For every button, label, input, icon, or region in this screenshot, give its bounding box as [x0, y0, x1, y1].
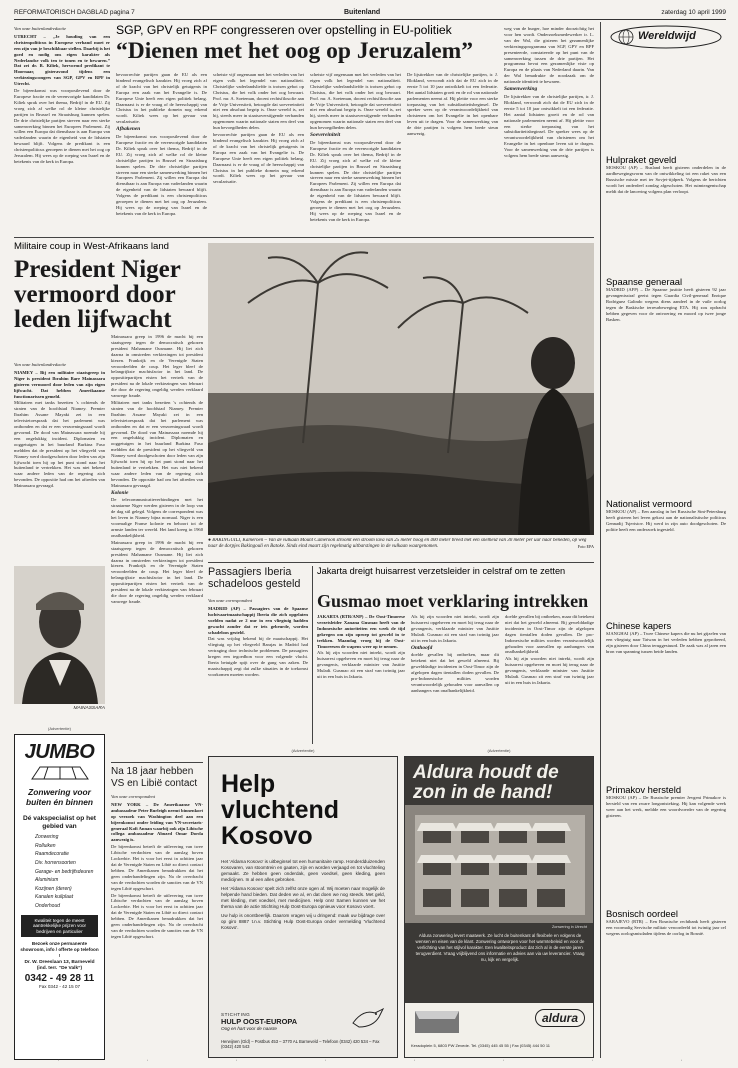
- jumbo-fax: Fax 0342 - 42 15 07: [38, 983, 81, 989]
- photo-caption: [208, 538, 594, 560]
- jumbo-service: Kozijnen (deren): [35, 885, 72, 892]
- aldura-contact[interactable]: Keradoplein 5, 6803 PW Zevede. Tel. (0345) 445 45 55 | Fax (0345) 444 50 11: [411, 1043, 550, 1048]
- eu-column-2: [116, 72, 207, 234]
- sidebar-divider: [600, 22, 601, 1058]
- niger-byline: Van onze buitenlandredactie: [14, 362, 67, 367]
- eu-kicker: SGP, GPV en RPF congresseren over opstelling in EU-politiek: [116, 23, 452, 37]
- eu-column-5: [407, 72, 498, 234]
- portrait-image: [14, 566, 105, 704]
- niger-text: Militairen met tanks bezetten 's ochtends de straten van de hoofdstad Niamey. Premier Ibrahim Assane Mayaki zei in een televisietoespraak dat het parlement was ontbonden en dat er een verzoeningsraad wordt gevormd. De dood van Mainassara noemde hij een ongelukkig incident. Diplomaten en ooggetuigen in het buurland Burkina Faso meldden dat de president op het vliegveld van Niamey werd doodgeschoten door leden van zijn lijfwacht toen hij op het punt stond naar het buitenland te vertrekken. Het was niet bekend waar andere leden van de regering zich bevonden. De oppositie had om het aftreden van Mainassara gevraagd.: [111, 399, 203, 488]
- iberia-column: [208, 598, 308, 744]
- aldura-footer: [405, 1003, 594, 1058]
- paper-name: REFORMATORISCH DAGBLAD pagina 7: [14, 9, 135, 16]
- sidebar-item-head: Bosnisch oordeel: [606, 908, 678, 919]
- sidebar-item-text: MOSKOU (AP) – Een aanslag in het Russische Sint-Petersburg heeft gisteren het leven gekost aan de nationalistische politicus Gennadij Tsjeristov. Hij werd in zijn auto doodgeschoten. De politie heeft een onderzoek ingesteld.: [606, 509, 726, 532]
- kosovo-org-name: HULP OOST-EUROPA: [221, 1017, 298, 1026]
- jakarta-lead: JAKARTA (RTR/ANP) – De Oost-Timorese verzetsleider Xanana Gusmao heeft van de Indonesische autoriteiten een week de tijd gekregen om zijn oproep tot geweld in te trekken. Maandag vroeg hij de Oost-Timoreesen de wapens weer op te nemen.: [317, 614, 405, 649]
- vs-column: [111, 794, 203, 1054]
- jakarta-text: doelde gevallen bij ontbreken, maar dit betekent niet dat het geweld afneemt. Bij gewelddadige incidenten in Oost-Timor zijn de afgelopen dagen tientallen doden gevallen. De pro-Indonesische milities worden verantwoordelijk gehouden voor aanvallen op aanhangers van onafhankelijkheid.: [505, 614, 594, 655]
- jumbo-slogan: Zonwering voor buiten én binnen: [26, 787, 93, 807]
- aldura-product-icon: [413, 1007, 461, 1037]
- section-divider: [14, 237, 594, 238]
- sidebar-item-text: SJANGHAI (AP) – Twee Chinese kapers die nu het gijzelen van een vliegtuig naar Taiwan in het verleden hebben geprobeerd, zijn gisteren door China teruggestuurd. De zaak was al jaren een bron van spanning tussen beide landen.: [606, 631, 726, 654]
- niger-text: De telecommunicatieverbindingen met het straatarme Niger werden gisteren in de loop van de dag stil gelegd. Volgens de correspondent was het leven in Niamey bijna normaal. Niger is een voormalige Franse kolonie en behoort tot de armste landen ter wereld. Het land kreeg in 1960 onafhankelijkheid.: [111, 497, 203, 538]
- portrait-photo: [14, 566, 105, 704]
- aldura-photo-caption: Zonwering in Utrecht: [551, 925, 587, 929]
- jumbo-service: Garage- en bedrijfsdeuren: [35, 868, 94, 875]
- jumbo-service: Rolluiken: [35, 842, 56, 849]
- eu-column-3: [213, 72, 304, 234]
- jumbo-service: Raamdecoratie: [35, 851, 69, 858]
- vs-byline: Van onze correspondent: [111, 794, 155, 799]
- kosovo-org-tagline: Oog en hart voor de naaste: [221, 1026, 277, 1031]
- eu-column-4: [310, 72, 401, 234]
- lava-image: [208, 243, 594, 535]
- sidebar-item: [606, 152, 726, 270]
- page-header: [14, 6, 726, 20]
- footer-mark: ·: [591, 1058, 594, 1064]
- kosovo-paragraph: Uw hulp is onontbeerlijk. Daarom vragen wij u dringend: maak uw bijdrage over op giro 8887 t.n.v. Stichting Hulp Oost-Europa onder vermelding 'Vluchtend Kosovo'.: [221, 913, 385, 930]
- ad-label: (Advertentie): [487, 748, 511, 753]
- kosovo-org-line: STICHTING: [221, 1012, 251, 1017]
- eu-text: weg van de burger, hoe minder doorzichtig het voor hen wordt. Onderzoeksmedewerker ir. L. van der Wal, die gisteren het gezamenlijke verkiezingsprogramma van SGP, GPV en RPF presenteerde, constateerde op het punt van de samenwerking tussen de drie partijen. Het programma bevat een gezamenlijke visie op Europa en de plaats van Nederland daarin. Van der Wal benadrukte de noodzaak om de nationale identiteit te bewaren.: [504, 26, 594, 85]
- vs-divider: [111, 762, 203, 763]
- kosovo-paragraph: Het 'Aldama Kosovo' is uitbeginsel tot een humanitaire ramp. Honderdduizenden Kosovaren, van stoomtrein en gaaten, zijn en worden verjaagd en tot vluchteling gemaakt. Ze hebben geen onderdak, geen voedsel, geen kleding, geen medicijnen. In al een alles gebroken.: [221, 859, 385, 882]
- jakarta-text: Als hij zijn woorden niet intrekt, wordt zijn huisarrest opgeheven en moet hij terug naar de gevangenis, verklaarde minister van Justitie Muladi. Gusmao zit een straf van twintig jaar uit in een huis in Jakarta.: [411, 614, 499, 643]
- sidebar-item-text: MOSKOU (AP) – De Russische premier Jevgeni Primakov is hersteld van een zware longontsteking. Hij kan volgende week weer aan het werk, meldde een woordvoerder van de regering gisteren.: [606, 795, 726, 818]
- sidebar-item-text: SARAJEVO (RTR) – Een Bosnische rechtbank heeft gisteren een voormalig Servische militair veroordeeld tot twintig jaar cel wegens oorlogsmisdaden tijdens de oorlog in Bosnië.: [606, 919, 726, 936]
- jakarta-kicker: Jakarta dreigt huisarrest verzetsleider in celstraf om te zetten: [317, 566, 566, 576]
- sidebar-item-text: MADRID (AFP) – De Spaanse justitie heeft gisteren 92 jaar gevangenisstraf geeist tegen Guardia Civil-generaal Enrique Rodriguez Galindo wegens diens aandeel in de vuile oorlog tegen de Baskische terreurbeweging ETA. Hij zou opdracht hebben gegeven voor de ontvoering en moord op twee jonge Basken.: [606, 287, 726, 322]
- eu-text: De lijsttrekker van de christelijke partijen, ir. J. Blokland, verwondt zich dat de EU zich in de eerste 5 tot 10 jaar ontwikkelt tot een federatie. Het aantal lidstaten groeit en de rol van nationale parlementen neemt af. Hij pleitte voor een sterke toepassing van het subsidiariteitsbeginsel. De spreker wees op de verantwoordelijkheid van christenen om het Evangelie in het openbare leven uit te dragen. Voor de samenwerking van de drie partijen is volgens hem brede steun aanwezig.: [407, 72, 498, 137]
- jakarta-subhead: Onthoofd: [411, 644, 433, 651]
- sidebar-item: [606, 618, 726, 778]
- kosovo-org: [221, 1012, 297, 1031]
- eu-lead: UTRECHT – „Je houding van een christenpoliticus in Europese verband moet er een zijn van je beschikbaar stellen. Daarbij is het goed en nodig ons eigen karakter als Nederlandse volk ten te tonen en te bewaren.” Dat zei dr. B. Kiliek, hervormd predikant te Hoornaar, gisteravond tijdens een verkiezingscongres van SGP, GPV en RPF in Utrecht.: [14, 33, 110, 87]
- eu-subhead-3: Samenwerking: [504, 86, 538, 93]
- section-name: Buitenland: [344, 9, 381, 16]
- kosovo-paragraph: Het 'Aldama Kosovo' spelt zich zelfst onze ogen af. Wij moeten naar mogelijk de helpende hand bieden. Dat deden we al, en dat doen we nog steeds. Met geld, met kleding, met voedsel, met medicijnen. Help ons! Samen kunnen we het thema van de actie Stichting Hulp Oost-Europa opnieuw voor Kosovo voert.: [221, 886, 385, 909]
- sidebar-logo: [606, 22, 726, 52]
- jumbo-services: [15, 833, 104, 910]
- jumbo-tagline: Dé vakspecialist op het gebied van: [23, 815, 96, 830]
- aldura-body: Aldura zonwering levert maatwerk. Ze lucht de buitenkant al flexibele en volgens de wensen en eisen van de klant. Zonwering ontworpen voor het warmtebeleid en voor de verlichting van het stijlvol karakter. Een kwaliteitsproduct dat zich al in de eerste jaren terugverdient. Vraag vrijblijvend ons informatie en advies aan via uw leverancier. Vraag nu, kijk en vergelijk.: [415, 933, 585, 962]
- niger-kicker: Militaire coup in West-Afrikaans land: [14, 241, 169, 252]
- jumbo-address: Dr. W. Dreeslaan 13, Barneveld (ind. terr. “De Valk”): [24, 960, 95, 971]
- jumbo-service: Zonwering: [35, 834, 59, 841]
- eu-headline: “Dienen met het oog op Jeruzalem”: [116, 38, 473, 64]
- vs-lead: NEW YORK – De Amerikaanse VN-ambassadeur Peter Burleigh neemt binnenkort op verzoek van Washington deel aan een bijeenkomst onder leiding van VN-secretaris-generaal Kofi Annan waarbij ook zijn Libische collega ambassadeur Abuzed Omar Dorda aanwezig is.: [111, 801, 203, 843]
- footer-mark: ·: [502, 1058, 505, 1064]
- aldura-building-image: [405, 805, 594, 923]
- jumbo-quality-note: Kwaliteit tegen de meest aantrekkelijke prijzen voor bedrijven en particulier: [21, 915, 98, 938]
- jumbo-service: Div. horrensoorten: [35, 859, 76, 866]
- niger-lead: NIAMEY – Bij een militaire staatsgreep in Niger is president Ibrahim Bare Mainassara gisteren vermoord door leden van zijn eigen lijfwacht. Dat hebben Amerikaanse functionarissen gemeld.: [14, 369, 105, 399]
- aldura-title: Aldura houdt de zon in de hand!: [413, 762, 559, 803]
- iberia-headline: Passagiers Iberia schadeloos gesteld: [208, 566, 301, 590]
- eu-text: schetste vijf ongensaan met het verleden van het eigen volk het legendel van nationaliteit. Christelijke vaderlandsliefde is trotsen gebot op Christus, die het volk onder het oog bewaart. Prof. mr. A. Soeteman, docent rechtsfilosofie aan de Vrije Universiteit, betoogde dat soevereiniteit niet een absoluut begrip is. Onze wereld is, zei hij, steeds meer in staatsoverstijgende verbanden opgenomen waarin nationale staten een deel van hun bevoegdheden delen.: [213, 72, 304, 131]
- footer-mark: ·: [413, 1058, 416, 1064]
- kosovo-title-line: Help: [221, 770, 276, 798]
- jakarta-text: doelde gevallen bij ontbreken, maar dit betekent niet dat het geweld afneemt. Bij gewelddadige incidenten in Oost-Timor zijn de afgelopen dagen tientallen doden gevallen. De pro-Indonesische milities worden verantwoordelijk gehouden voor aanvallen op aanhangers van onafhankelijkheid.: [411, 652, 499, 693]
- eu-text: bevoorrechte partijen gaan de EU als een bindend evangelisch karakter. Hij vroeg zich af of de kracht van het christelijk getuigenis in Europa een zaak van het Evangelie is. De Europese Unie heeft een eigen politiek belang. Daarnaast is er de vraag of de heerschappij van Christus in het publieke domein nog erkend wordt. Kiliek wees op het gevaar van secularisatie.: [116, 72, 207, 125]
- photo-caption-text: ● BAKINGUILI, Kameroen – Van de vulkaan Mount Cameroon stroomt een stroom lava van 25 meter hoog en 400 meter breed met een snelheid van 30 meter per uur naar beneden, op weg naar de dorpjes Bakingouli en Batoke. Sinds eind maart zijn regelmatig uitbarstingen in de vulkaan waargenomen.: [208, 538, 587, 550]
- jumbo-logo: JUMBO: [24, 741, 95, 763]
- photo-divider: [208, 562, 594, 563]
- ad-label: (Advertentie): [48, 726, 71, 731]
- niger-column-1: [14, 362, 105, 562]
- jakarta-column-3: [505, 614, 594, 744]
- eu-text: De lijsttrekker van de christelijke partijen, ir. J. Blokland, verwondt zich dat de EU zich in de eerste 5 tot 10 jaar ontwikkelt tot een federatie. Het aantal lidstaten groeit en de rol van nationale parlementen neemt af. Hij pleitte voor een sterke toepassing van het subsidiariteitsbeginsel. De spreker wees op de verantwoordelijkheid van christenen om het Evangelie in het openbare leven uit te dragen. Voor de samenwerking van de drie partijen is volgens hem brede steun aanwezig.: [504, 93, 594, 159]
- jakarta-headline: Gusmao moet verklaring intrekken: [317, 591, 589, 611]
- eu-text: schetste vijf ongensaan met het verleden van het eigen volk het legendel van nationaliteit. Christelijke vaderlandsliefde is trotsen gebot op Christus, die het volk onder het oog bewaart. Prof. mr. A. Soeteman, docent rechtsfilosofie aan de Vrije Universiteit, betoogde dat soevereiniteit niet een absoluut begrip is. Onze wereld is, zei hij, steeds meer in staatsoverstijgende verbanden opgenomen waarin nationale staten een deel van hun bevoegdheden delen.: [310, 72, 401, 131]
- aldura-logo: aldura: [535, 1009, 585, 1027]
- footer-mark: ·: [146, 1058, 149, 1064]
- dove-icon: [351, 1005, 385, 1031]
- sidebar-item-text: MOSKOU (AP) – Rusland heeft gisteren onderdelen in de aardbewegingsvorm van de ontwikkeling tot een raket van een Russische missie met ter Sovjet-tijdperk. Volgens de berichten wordt het onderdeel zondag afgeschoten. Het ruimteagentschap meldt dat de lancering volgens plan verloopt.: [606, 165, 726, 194]
- eu-text: De bijeenkomst was voorpostlevend door de Europese fractie en de verenvorigde kandidaten Dr. Kiliek sprak over het thema, Bedrijf in de EU. Zij vroeg zich af welke rol de kleine christelijke partijen in Brussel en Straatsburg kunnen spelen. De drie christelijke partijen streven naar een sterke samenwerking binnen het Europees Parlement. Zij willen een Europa dat dienstbaar is aan Europa van vaderlanden waarin de eigenheid van de lidstaten bewaard blijft. Volgens de predikant is een christenpoliticus geroepen te dienen met het oog op Jeruzalem. Hij wees op de roeping van Israel en de betekenis van de kerk in Europa.: [310, 139, 401, 222]
- column-divider: [312, 566, 313, 744]
- jakarta-text: Als hij zijn woorden niet intrekt, wordt zijn huisarrest opgeheven en moet hij terug naar de gevangenis, verklaarde minister van Justitie Muladi. Gusmao zit een straf van twintig jaar uit in een huis in Jakarta.: [317, 650, 405, 680]
- kosovo-title-line: Kosovo: [221, 822, 313, 850]
- sidebar-item-head: Primakov hersteld: [606, 784, 682, 795]
- eu-intro-column: [14, 26, 110, 234]
- niger-subhead: Kolonie: [111, 489, 129, 496]
- iberia-lead: MADRID (AP) – Passagiers van de Spaanse luchtvaartmaatschappij Iberia die zich opgelaten voelden nadat ze 2 uur in een vliegtuig hadden gewacht zonder dat er iets gebeurde, worden schadeloos gesteld.: [208, 605, 308, 635]
- jumbo-ad[interactable]: [14, 734, 105, 1060]
- lava-photo: [208, 243, 594, 535]
- niger-text: Mainassara greep in 1996 de macht bij een staatsgreep tegen de democratisch gekozen president Mahamane Ousmane. Hij liet zich daarna in omstreden verkiezingen tot president kiezen. Frankrijk en de Verenigde Staten veroordeelden de coup. Het leger bleef de belangrijkste machtsfactor in het land. De oppositiepartijen eisten het vertrek van de president na de lokale verkiezingen van februari die door de regering ongeldig werden verklaard vanwege fraude.: [111, 334, 203, 399]
- vs-headline: Na 18 jaar hebben VS en Libië contact: [111, 766, 198, 789]
- sidebar-item: [606, 782, 726, 902]
- jakarta-text: Als hij zijn woorden niet intrekt, wordt zijn huisarrest opgeheven en moet hij terug naar de gevangenis, verklaarde minister van Justitie Muladi. Gusmao zit een straf van twintig jaar uit in een huis in Jakarta.: [505, 656, 594, 685]
- eu-subhead-1: Afbakenen: [116, 126, 141, 133]
- eu-text: bevoorrechte partijen gaan de EU als een bindend evangelisch karakter. Hij vroeg zich af of de kracht van het christelijk getuigenis in Europa een zaak van het Evangelie is. De Europese Unie heeft een eigen politiek belang. Daarnaast is er de vraag of de heerschappij van Christus in het publieke domein nog erkend wordt. Kiliek wees op het gevaar van secularisatie.: [213, 132, 304, 185]
- kosovo-ad[interactable]: [208, 756, 398, 1058]
- vs-body: De bijeenkomst betreft de uitlevering van twee Libische verdachten van de aanslag boven Lockerbie. Het is voor het eerst in achttien jaar dat de Verenigde Staten en Libië zo direct contact hebben. De Amerikanen benadrukken dat het geen onderhandelingen zijn. Na de overdracht van de verdachten worden de sancties van de VN tegen Libië opgeschort.: [111, 892, 203, 939]
- jumbo-phone[interactable]: 0342 - 49 28 11: [24, 972, 95, 984]
- sidebar-item: [606, 274, 726, 492]
- sidebar-item-head: Chinese kapers: [606, 620, 672, 631]
- ad-label: (Advertentie): [291, 748, 315, 753]
- sidebar-list: [606, 152, 726, 1052]
- sidebar-item-head: Hulpraket geveld: [606, 154, 677, 165]
- sidebar-item-head: Spaanse generaal: [606, 276, 683, 287]
- photo-credit: Foto EPA: [577, 544, 594, 550]
- sidebar-item: [606, 906, 726, 1046]
- kosovo-contact[interactable]: Herwijnen (Gld) – Postbus 453 – 3770 AL Barneveld – Telefoon (0342) 420 534 – Fax (0342) 420 543: [221, 1038, 380, 1049]
- niger-text: Mainassara greep in 1996 de macht bij een staatsgreep tegen de democratisch gekozen president Mahamane Ousmane. Hij liet zich daarna in omstreden verkiezingen tot president kiezen. Frankrijk en de Verenigde Staten veroordeelden de coup. Het leger bleef de belangrijkste machtsfactor in het land. De oppositiepartijen eisten het vertrek van de president na de lokale verkiezingen van februari die door de regering ongeldig werden verklaard vanwege fraude.: [111, 539, 203, 604]
- vs-body: De bijeenkomst betreft de uitlevering van twee Libische verdachten van de aanslag boven Lockerbie. Het is voor het eerst in achttien jaar dat de Verenigde Staten en Libië zo direct contact hebben. De Amerikanen benadrukken dat het geen onderhandelingen zijn. Na de overdracht van de verdachten worden de sancties van de VN tegen Libië opgeschort.: [111, 844, 203, 891]
- iberia-byline: Van onze correspondent: [208, 598, 252, 603]
- jumbo-service: Aluminium: [35, 877, 59, 884]
- awning-icon: [30, 765, 90, 781]
- footer-mark: ·: [57, 1058, 60, 1064]
- footer-mark: ·: [680, 1058, 683, 1064]
- sidebar-item-head: Nationalist vermoord: [606, 498, 692, 509]
- jumbo-service: Onderhoud: [35, 902, 61, 909]
- eu-body: De bijeenkomst was voorpostlevend door de Europese fractie en de verenvorigde kandidaten Dr. Kiliek sprak over het thema, Bedrijf in de EU. Zij vroeg zich af welke rol de kleine christelijke partijen in Brussel en Straatsburg kunnen spelen. De drie christelijke partijen streven naar een sterke samenwerking binnen het Europees Parlement. Zij willen een Europa dat dienstbaar is aan Europa van vaderlanden waarin de eigenheid van de lidstaten bewaard blijft. Volgens de predikant is een christenpoliticus geroepen te dienen met het oog op Jeruzalem. Hij wees op de roeping van Israel en de betekenis van de kerk in Europa.: [14, 88, 110, 164]
- portrait-caption: MAINASSARA: [73, 706, 105, 711]
- kosovo-title: [209, 757, 397, 849]
- aldura-ad[interactable]: [404, 756, 594, 1058]
- sidebar-title: Wereldwijd: [638, 30, 696, 42]
- footer-marks: [14, 1058, 726, 1066]
- jumbo-showroom: Bezoek onze permanente showroom, info / offerte op telefoon !: [20, 941, 99, 958]
- jakarta-column-2: [411, 614, 499, 744]
- niger-headline: President Niger vermoord door leden lijfwacht: [14, 256, 181, 333]
- niger-body: Militairen met tanks bezetten 's ochtends de straten van de hoofdstad Niamey. Premier Ibrahim Assane Mayaki zei in een televisietoespraak dat het parlement was ontbonden en dat er een verzoeningsraad wordt gevormd. De dood van Mainassara noemde hij een ongelukkig incident. Diplomaten en ooggetuigen in het buurland Burkina Faso meldden dat de president op het vliegveld van Niamey werd doodgeschoten door leden van zijn lijfwacht toen hij op het punt stond naar het buitenland te vertrekken. Het was niet bekend waar andere leden van de regering zich bevonden. De oppositie had om het aftreden van Mainassara gevraagd.: [14, 400, 105, 489]
- eu-subhead-2: Soevereiniteit: [310, 132, 341, 139]
- eu-byline: Van onze buitenlandredactie: [14, 26, 67, 31]
- issue-date: zaterdag 10 april 1999: [661, 9, 726, 16]
- niger-column-2: [111, 334, 203, 757]
- eu-column-6: [504, 26, 594, 234]
- sidebar-item: [606, 496, 726, 614]
- jakarta-column-1: [317, 614, 405, 744]
- eu-text: De bijeenkomst was voorpostlevend door de Europese fractie en de verenvorigde kandidaten Dr. Kiliek sprak over het thema, Bedrijf in de EU. Zij vroeg zich af welke rol de kleine christelijke partijen in Brussel en Straatsburg kunnen spelen. De drie christelijke partijen streven naar een sterke samenwerking binnen het Europees Parlement. Zij willen een Europa dat dienstbaar is aan Europa van vaderlanden waarin de eigenheid van de lidstaten bewaard blijft. Volgens de predikant is een christenpoliticus geroepen te dienen met het oog op Jeruzalem. Hij wees op de roeping van Israel en de betekenis van de kerk in Europa.: [116, 134, 207, 216]
- footer-mark: ·: [324, 1058, 327, 1064]
- iberia-body: Dat was vrijdag bekend bij de maatschappij. Het vliegtuig op het vliegveld Barajas in Madrid had vertraging door technische problemen. De passagiers kregen een tegoedbon voor een volgende vlucht. Iberia betuigde spijt over de gang van zaken. De maatschappij zegt dat zulke situaties in de toekomst voorkomen moeten worden.: [208, 636, 308, 677]
- kosovo-title-line: vluchtend: [221, 796, 340, 824]
- kosovo-body: [209, 849, 397, 931]
- jumbo-service: Kanalen kuilplaat: [35, 894, 74, 901]
- footer-mark: ·: [235, 1058, 238, 1064]
